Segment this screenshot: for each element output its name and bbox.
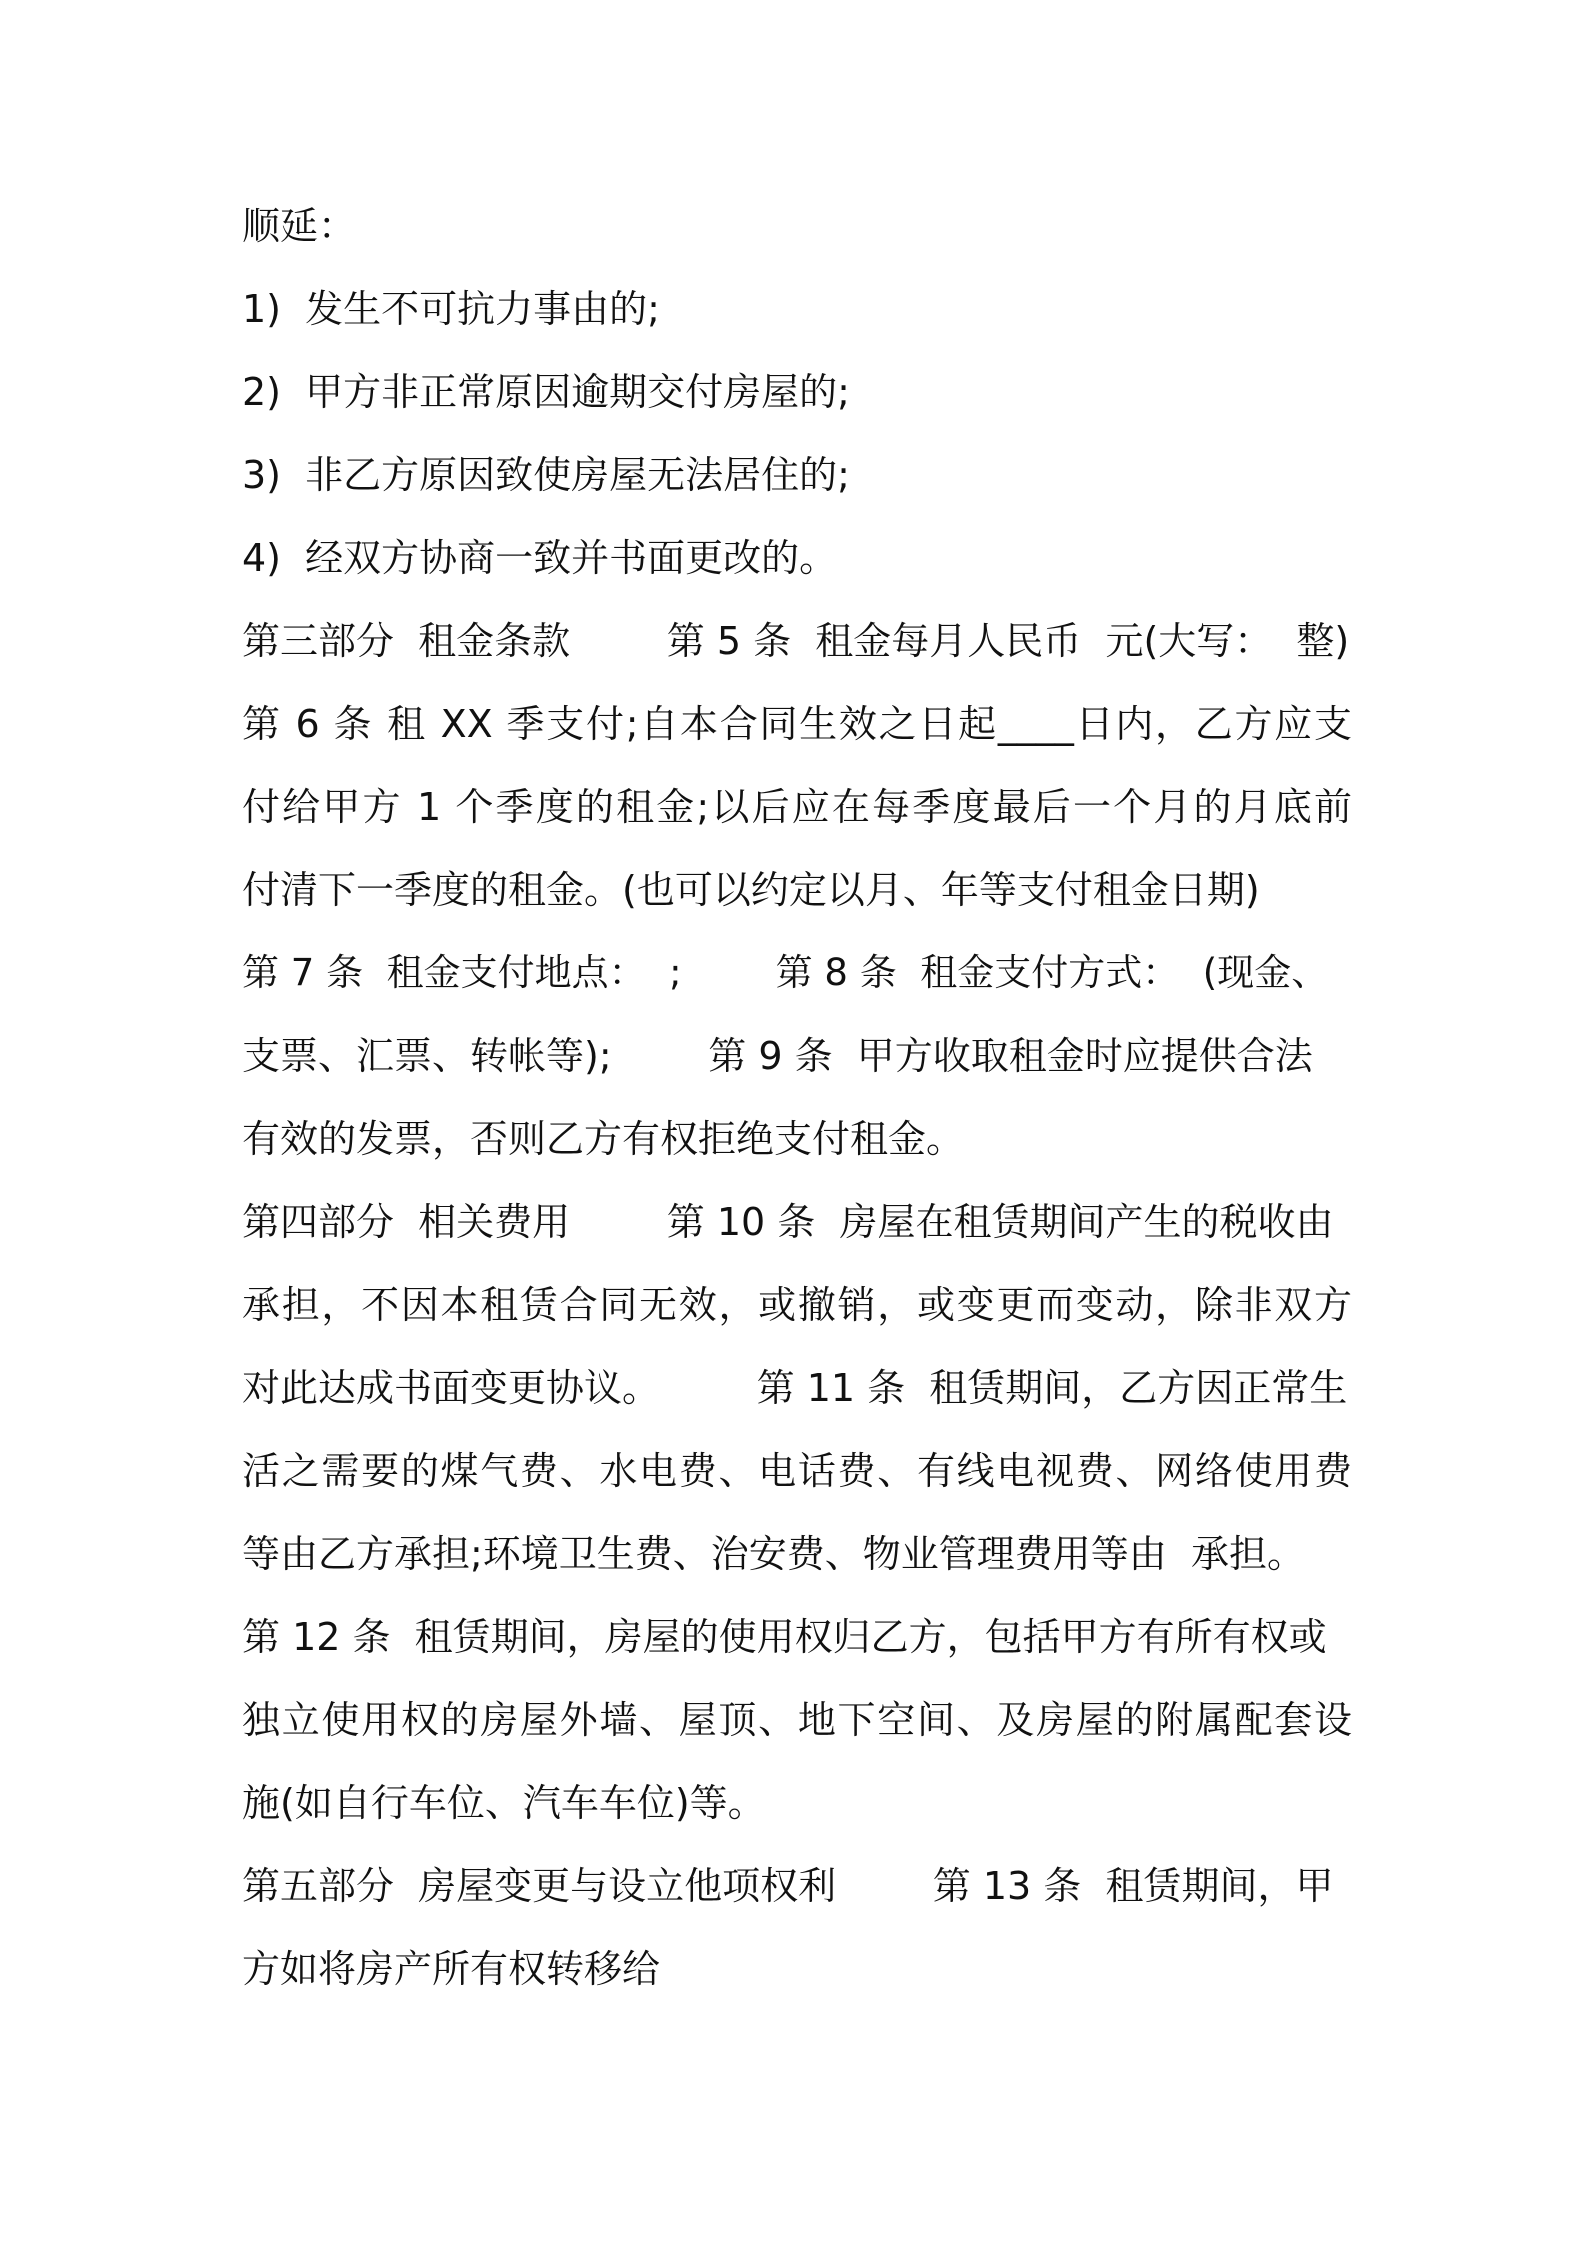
text-line-17: 等由乙方承担;环境卫生费、治安费、物业管理费用等由 承担。 xyxy=(242,1532,1305,1576)
text-line-4: 3) 非乙方原因致使房屋无法居住的; xyxy=(242,453,850,497)
text-line-9: 付清下一季度的租金。(也可以约定以月、年等支付租金日期) xyxy=(242,868,1260,912)
text-line-3: 2) 甲方非正常原因逾期交付房屋的; xyxy=(242,370,850,414)
text-line-22: 方如将房产所有权转移给 xyxy=(242,1947,661,1991)
text-line-5: 4) 经双方协商一致并书面更改的。 xyxy=(242,536,838,580)
text-line-19: 独立使用权的房屋外墙、屋顶、地下空间、及房屋的附属配套设 xyxy=(242,1698,1352,1742)
text-line-13: 第四部分 相关费用 第 10 条 房屋在租赁期间产生的税收由 xyxy=(242,1200,1334,1244)
text-line-7: 第 6 条 租 XX 季支付;自本合同生效之日起____日内，乙方应支 xyxy=(242,702,1352,746)
text-line-14: 承担，不因本租赁合同无效，或撤销，或变更而变动，除非双方 xyxy=(242,1283,1352,1327)
text-line-6: 第三部分 租金条款 第 5 条 租金每月人民币 元(大写： 整) xyxy=(242,619,1350,663)
text-line-21: 第五部分 房屋变更与设立他项权利 第 13 条 租赁期间，甲 xyxy=(242,1864,1334,1908)
text-line-2: 1) 发生不可抗力事由的; xyxy=(242,287,660,331)
text-line-16: 活之需要的煤气费、水电费、电话费、有线电视费、网络使用费 xyxy=(242,1449,1352,1493)
text-line-10: 第 7 条 租金支付地点： ; 第 8 条 租金支付方式： (现金、 xyxy=(242,951,1329,994)
text-line-15: 对此达成书面变更协议。 第 11 条 租赁期间，乙方因正常生 xyxy=(242,1366,1348,1410)
text-line-11: 支票、汇票、转帐等); 第 9 条 甲方收取租金时应提供合法 xyxy=(242,1034,1313,1078)
text-line-12: 有效的发票，否则乙方有权拒绝支付租金。 xyxy=(242,1117,965,1161)
text-line-8: 付给甲方 1 个季度的租金;以后应在每季度最后一个月的月底前 xyxy=(242,785,1352,829)
text-line-20: 施(如自行车位、汽车车位)等。 xyxy=(242,1781,766,1825)
text-line-18: 第 12 条 租赁期间，房屋的使用权归乙方，包括甲方有所有权或 xyxy=(242,1615,1327,1659)
text-line-1: 顺延： xyxy=(242,204,357,248)
